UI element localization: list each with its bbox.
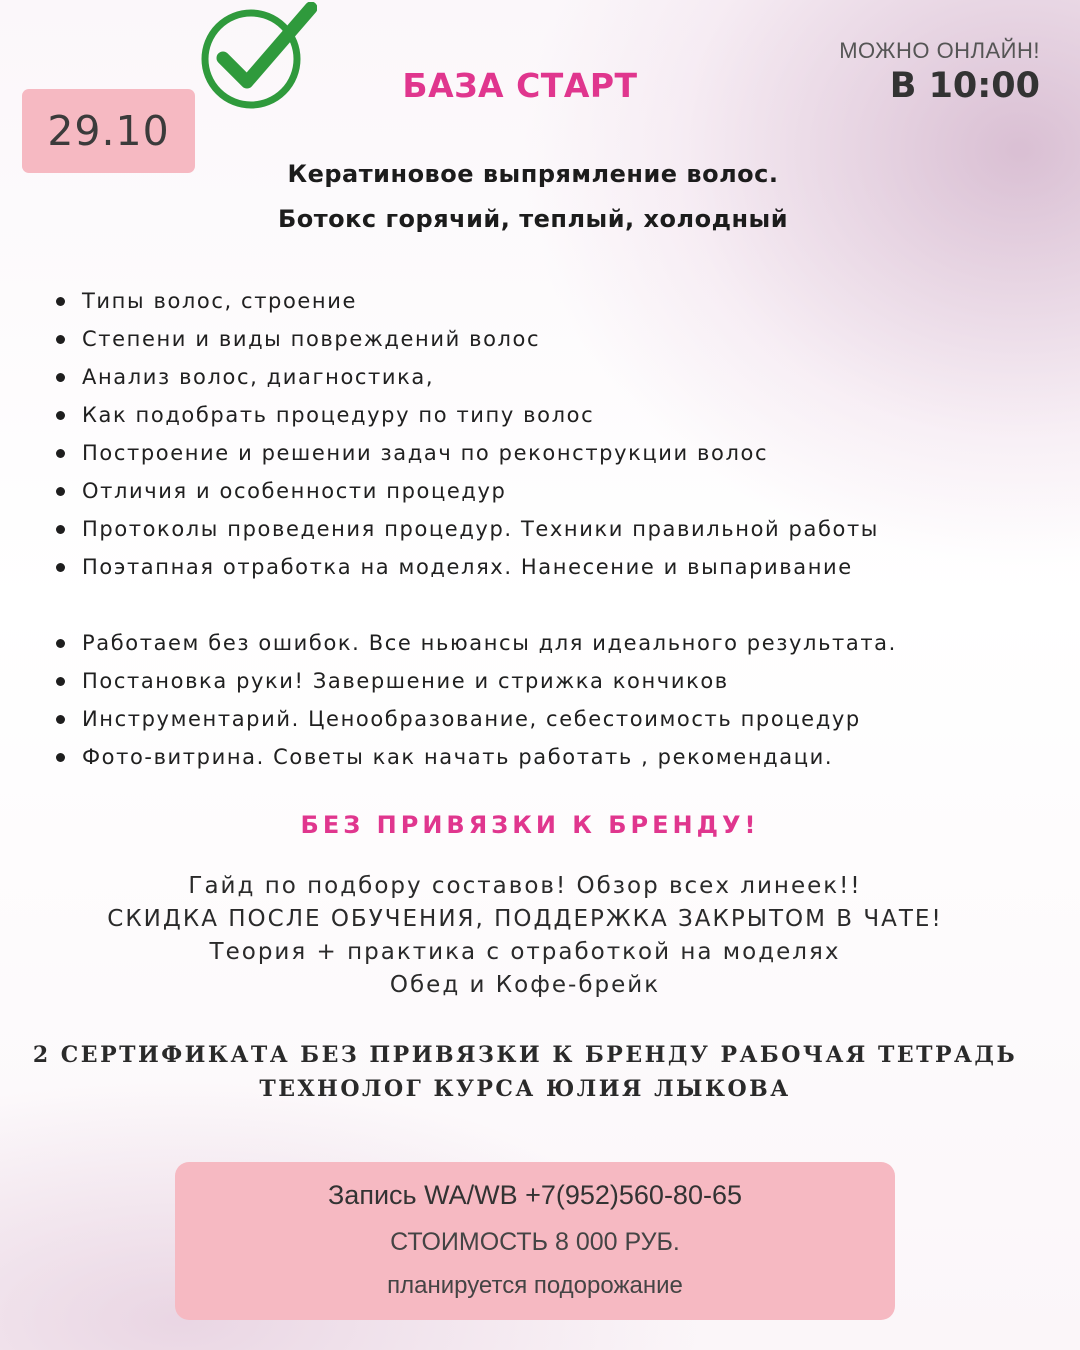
price-note: планируется подорожание xyxy=(387,1272,683,1299)
list-item: Фото-витрина. Советы как начать работать , рекомендаци. xyxy=(56,738,1056,776)
online-note: МОЖНО ОНЛАЙН! xyxy=(839,38,1040,63)
list-item: Отличия и особенности процедур xyxy=(56,472,1056,510)
start-time: В 10:00 xyxy=(889,66,1040,106)
certificates-block xyxy=(0,1038,1050,1106)
topics-list-1 xyxy=(56,282,1056,586)
certificates-line-1: 2 СЕРТИФИКАТА БЕЗ ПРИВЯЗКИ К БРЕНДУ РАБОЧАЯ ТЕТРАДЬ xyxy=(32,1042,1018,1068)
list-item: Постановка руки! Завершение и стрижка кончиков xyxy=(56,662,1056,700)
list-item: Анализ волос, диагностика, xyxy=(56,358,1056,396)
feature-line: Гайд по подбору составов! Обзор всех линеек!! xyxy=(188,873,862,899)
list-item: Инструментарий. Ценообразование, себестоимость процедур xyxy=(56,700,1056,738)
list-item: Поэтапная отработка на моделях. Нанесение и выпаривание xyxy=(56,548,1056,586)
list-item: Как подобрать процедуру по типу волос xyxy=(56,396,1056,434)
checkmark-circle-icon xyxy=(195,2,317,110)
date-text: 29.10 xyxy=(47,107,170,155)
feature-line: СКИДКА ПОСЛЕ ОБУЧЕНИЯ, ПОДДЕРЖКА ЗАКРЫТОМ В ЧАТЕ! xyxy=(107,906,943,932)
signup-box xyxy=(175,1162,895,1320)
features-block xyxy=(0,870,1050,1002)
feature-line: Обед и Кофе-брейк xyxy=(389,972,661,998)
page-title: БАЗА СТАРТ xyxy=(402,66,638,105)
contact-text: Запись WA/WB +7(952)560-80-65 xyxy=(328,1180,742,1210)
feature-line: Теория + практика с отработкой на моделях xyxy=(209,939,841,965)
certificates-line-2: ТЕХНОЛОГ КУРСА ЮЛИЯ ЛЫКОВА xyxy=(259,1076,791,1102)
list-item: Протоколы проведения процедур. Техники правильной работы xyxy=(56,510,1056,548)
subtitle-line-1: Кератиновое выпрямление волос. xyxy=(287,160,779,188)
list-item: Степени и виды повреждений волос xyxy=(56,320,1056,358)
subtitle-line-2: Ботокс горячий, теплый, холодный xyxy=(277,205,789,233)
price-text: СТОИМОСТЬ 8 000 РУБ. xyxy=(390,1228,680,1256)
brand-note: БЕЗ ПРИВЯЗКИ К БРЕНДУ! xyxy=(300,811,760,839)
list-item: Типы волос, строение xyxy=(56,282,1056,320)
topics-list-2 xyxy=(56,624,1056,776)
list-item: Работаем без ошибок. Все ньюансы для идеального результата. xyxy=(56,624,1056,662)
list-item: Построение и решении задач по реконструкции волос xyxy=(56,434,1056,472)
